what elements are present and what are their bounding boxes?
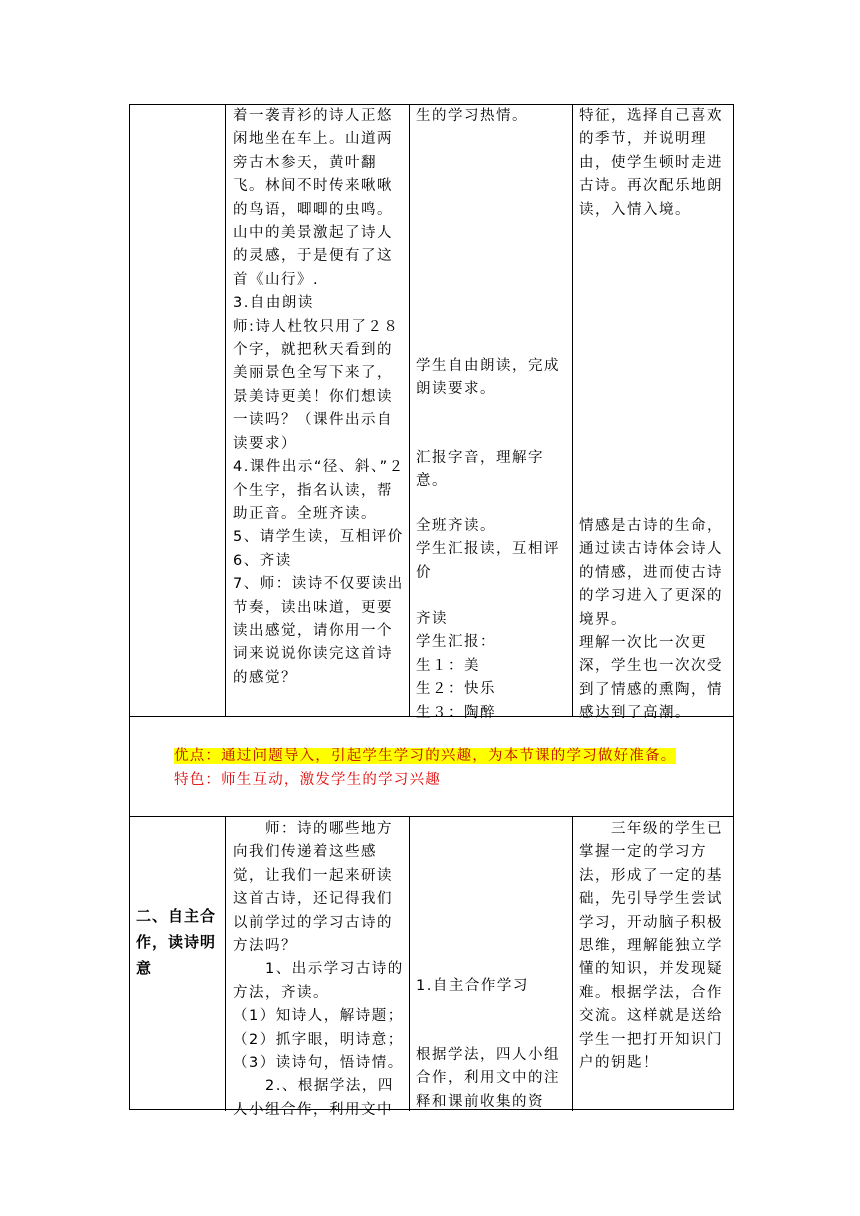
teacher-activity-cell: 着一袭青衫的诗人正悠闲地坐在车上。山道两旁古木参天，黄叶翻飞。林间不时传来啾啾的鸟语，唧唧的虫鸣。山中的美景激起了诗人的灵感，于是便有了这首《山行》. 3.自由朗读 师:诗人杜牧只用了２８个字，就把秋天看到的美丽景色全写下来了，景美诗更美！你们想读一读吗？（课件出示自读要求） 4.课件出示“径、斜、”２个生字，指名认读，帮助正音。全班齐读。 5、请学生读，互相评价 6、齐读 7、师：读诗不仅要读出节奏，读出味道，更要读出感觉，请你用一个词来说说你读完这首诗的感觉？ bbox=[233, 108, 405, 686]
student-activity-7: 根据学法，四人小组合作，利用文中的注释和课前收集的资 bbox=[416, 1047, 560, 1110]
student-activity-4: 全班齐读。 学生汇报读，互相评价 bbox=[416, 518, 560, 581]
lesson-table bbox=[129, 104, 734, 1118]
comment-advantage: 优点：通过问题导入，引起学生学习的兴趣，为本节课的学习做好准备。 bbox=[174, 748, 677, 764]
student-activity-2: 学生自由朗读，完成朗读要求。 bbox=[416, 358, 560, 398]
student-activity-6: 1.自主合作学习 bbox=[416, 978, 529, 994]
design-intent-1: 特征，选择自己喜欢的季节，并说明理由，使学生顿时走进古诗。再次配乐地朗读，入情入境。 bbox=[579, 108, 723, 218]
teacher-activity-cell-2: 师：诗的哪些地方向我们传递着这些感觉，让我们一起来研读这首古诗，还记得我们以前学过的学习古诗的方法吗？ 1、出示学习古诗的方法，齐读。 （1）知诗人，解诗题； （2）抓字眼，明诗意； （3）读诗句，悟诗情。 2.、根据学法，四人小组合作，利用文中 bbox=[233, 821, 404, 1118]
col-divider-2 bbox=[409, 105, 410, 716]
row-divider-2 bbox=[130, 816, 733, 817]
design-intent-2: 情感是古诗的生命，通过读古诗体会诗人的情感，进而使古诗的学习进入了更深的境界。 理解一次比一次更深，学生也一次次受到了情感的熏陶，情感达到了高潮。 bbox=[579, 518, 723, 722]
student-activity-3: 汇报字音，理解字意。 bbox=[416, 450, 544, 490]
col-divider-2b bbox=[409, 816, 410, 1111]
col-divider-1 bbox=[225, 105, 226, 716]
student-activity-5: 齐读 学生汇报： 生１：美 生２：快乐 生３：陶醉 bbox=[416, 611, 496, 721]
comment-feature: 特色：师生互动，激发学生的学习兴趣 bbox=[174, 772, 441, 788]
design-intent-3: 三年级的学生已掌握一定的学习方法，形成了一定的基础，先引导学生尝试学习，开动脑子积极思维，理解能独立学懂的知识，并发现疑难。根据学法，合作交流。这样就是送给学生一把打开知识门户的钥匙！ bbox=[579, 821, 723, 1072]
student-activity-1: 生的学习热情。 bbox=[416, 108, 528, 124]
col-divider-1b bbox=[225, 816, 226, 1111]
stage-title: 二、自主合作，读诗明意 bbox=[136, 907, 217, 977]
